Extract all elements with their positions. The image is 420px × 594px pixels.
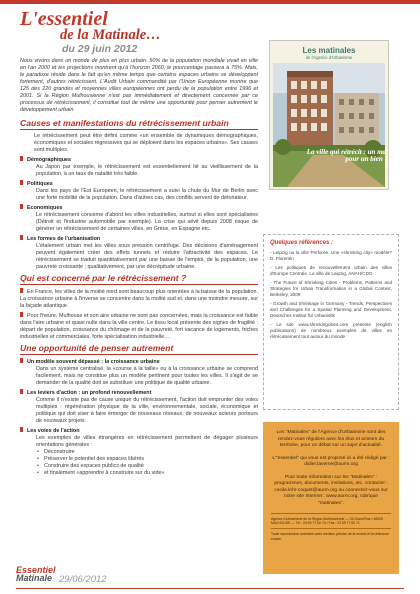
top-accent-bar (0, 0, 420, 4)
page-header (20, 10, 260, 55)
opportunite-item (20, 427, 258, 477)
page-date: du 29 juin 2012 (62, 43, 138, 55)
agency-address: Agence d'Urbanisme de la Région Mulhousienne — 33 Grand'Rue • 68100 MULHOUSE — Tél : 03 69 77 60 70 • Fax : 03 69 77 60 71 (271, 517, 384, 526)
info-author: L'"essentiel" qui vous est proposé ici a été rédigé par : didier.laverne@aurm.org (272, 455, 390, 467)
main-column (20, 58, 258, 479)
cover-image (269, 40, 389, 190)
section-title-concerne: Qui est concerné par le rétrécissement ? (20, 273, 258, 285)
bullet-marker (20, 312, 23, 317)
reference-item: - Growth and Shrinkage in Germany - Trends, Perspectives and Challenges for a Spatial Planning and Development, Deutsches Institut für Urbanistik (270, 301, 392, 318)
concerne-item (20, 288, 258, 310)
causes-item (20, 204, 258, 233)
item-title: Les leviers d'action : un profond renouvellement (20, 389, 258, 397)
info-contact: Pour toute information sur les "Matinales" : programmes, documents, invitations, etc, contacter : cecile.lehr-coquet@aurm.org ou connectez-vous sur notre site Internet : www.aurm.org, rubrique "matinales". (274, 474, 388, 506)
reference-item: - Les politiques de renouvellement urbain des villes d'Europe Centrale. La ville de Leipzig, ANAH/CDO (270, 265, 392, 276)
item-title: Les voies de l'action (20, 427, 258, 435)
item-title: Politiques (20, 180, 258, 188)
item-text: Dans un système centralisé, la «course à la taille» ou à la croissance urbaine se comprend facilement, mais ne constitue plus un modèle pertinent pour toutes les villes. Il s'agit de se demander de la qualité doit se substituer une politique de qualité urbaine. (36, 366, 258, 386)
info-matinales-description: Les "Matinales" de l'Agence d'Urbanisme sont des rendez-vous réguliers avec les élus et acteurs du territoire, pour un débat sur un sujet d'actualité. (276, 430, 386, 448)
concerne-item (20, 312, 258, 341)
cover-title: Les matinales (302, 46, 356, 55)
references-box (263, 234, 399, 410)
intro-paragraph: Nous vivons dans un monde de plus en plus urbain. 50% de la population mondiale vivait en ville en l'an 2000 et les projections montrent qu'à l'horizon 2060, le pourcentage passera à 75%. Mais, le paradoxe réside dans le fait qu'en même temps que certains espaces urbains se développent fortement, d'autres rétrécissent. L'Audit Urbain commandité par l'Union Européenne montre que 125 des 220 grandes et moyennes villes européennes ont perdu de la population entre 1996 et 2001. Si la Région Mulhousienne n'est pas immédiatement et directement concernée par ce processus de rétrécissement, il constitue tout de même une opportunité pour penser autrement le développement urbain. (20, 58, 258, 113)
footer-date: 29/06/2012 (59, 574, 107, 585)
references-title: Quelques références : (270, 240, 334, 246)
section-title-opportunite: Une opportunité de penser autrement (20, 343, 258, 355)
item-title: Les formes de l'urbanisation (20, 235, 258, 243)
info-box (263, 422, 399, 574)
item-text (20, 288, 258, 310)
footer-line2: Matinale (16, 573, 53, 583)
footer-logo (16, 565, 156, 585)
divider (271, 528, 391, 529)
footer-line1: Essentiel (16, 565, 56, 575)
item-text: Au Japon par exemple, le rétrécissement est essentiellement lié au vieillissement de la population, à un taux de natalité très faible. (36, 164, 258, 177)
cover-subtitle: de l'Agence d'Urbanisme (305, 55, 353, 60)
causes-item (20, 156, 258, 178)
item-text-content: Pour l'heure, Mulhouse et son aire urbaine ne sont pas concernées, mais la croissance est faible dans l'aire urbaine et quasi nulle dans la ville centre. Le tissu local présente des signes de fragilité : départ de population, croissance du chômage et de la pauvreté, fort vacance de logements, friches industrielles et commerciales, forte spécialisation industrielle… (20, 313, 258, 340)
item-title: Démographiques (20, 156, 258, 164)
reference-item: - The Future of Shrinking Cities - Problems, Patterns and Strategies for Urban Transformation in a Global Context, Berkeley, 2009 (270, 280, 392, 297)
item-text (20, 312, 258, 341)
cover-photo-illustration (273, 63, 385, 187)
item-text-content: En France, les villes de la moitié nord sont beaucoup plus orientées à la baisse de la population. La croissance urbaine à l'inverse se concentre dans la moitié sud et, dans une moindre mesure, sur la façade atlantique. (20, 289, 258, 309)
item-title: Economiques (20, 204, 258, 212)
causes-item (20, 180, 258, 202)
section-title-causes: Causes et manifestations du rétrécissement urbain (20, 118, 258, 130)
opportunite-item (20, 358, 258, 387)
legal-notice: Toute reproduction autorisée avec mention précise de la source et la référence exacte. (271, 532, 389, 541)
causes-item (20, 235, 258, 271)
footer-rule (16, 588, 404, 589)
bullet-marker (20, 288, 23, 293)
reference-item: - Leipzig ou la ville Perforée. Une «shrinking city» modèle? D. Florentin (270, 250, 392, 261)
divider (271, 513, 391, 514)
item-text: Le rétrécissement concerne d'abord les villes industrielles, surtout si elles sont spécialisées (Détroit et l'industrie automobile par exemple). La crise qui sévit depuis 2008 risque de générer un rétrécissement de certaines villes, en Grèce, en Espagne etc. (36, 212, 258, 232)
reference-item: - Le site www.shrinkingcities.com présente (english publications) de nombreux exemples de villes en rétrécissement tout autour du monde (270, 322, 392, 339)
item-text: Comme il n'existe pas de cause unique du rétrécissement, l'action doit emprunter des voies multiples : régénération physique de la ville, environnementale, sociale, économique et politique qui doit viser à faire émerger de nouveaux réseaux, de nouveaux acteurs porteurs de nouveaux projets. (36, 397, 258, 424)
list-item: • et finalement «apprendre à construire sur du vide» (20, 470, 258, 477)
list-item: • Déconstruire (20, 449, 258, 456)
causes-intro: Le rétrécissement peut être défini comme «un ensemble de dynamiques démographiques, économiques et sociales régressives qui se déploient dans les espaces urbains». Ses causes sont multiples. (34, 133, 258, 153)
page-title: L'essentiel (20, 8, 108, 30)
list-item: • Préserver le potentiel des espaces libérés (20, 456, 258, 463)
item-text: L'étalement urbain met les villes sous pression centrifuge. Des décisions d'aménagement peuvent également créer des effets tunnels et réduire l'attractivité des espaces. Le rétrécissement se traduit quantitativement par une baisse de l'emploi, de la population, une pauvreté croissante ; qualitativement, par une décrépitude urbaine. (36, 243, 258, 270)
item-text: Les exemples de villes étrangères en rétrécissement permettent de dégager plusieurs orientations générales : (36, 435, 258, 448)
item-text: Dans les pays de l'Est Européen, le rétrécissement a suivi la chute du Mur de Berlin avec une forte mobilité de la population. Dans d'autres cas, des conflits servent de détonateur. (36, 188, 258, 201)
list-item: • Construire des espaces publics de qualité (20, 463, 258, 470)
page-title-line2: de la Matinale… (60, 27, 161, 43)
cover-question: La ville qui rétrécit : un mal pour un bien ? (306, 148, 388, 163)
item-title: Un modèle souvent dépassé : la croissance urbaine (20, 358, 258, 366)
opportunite-item (20, 389, 258, 425)
